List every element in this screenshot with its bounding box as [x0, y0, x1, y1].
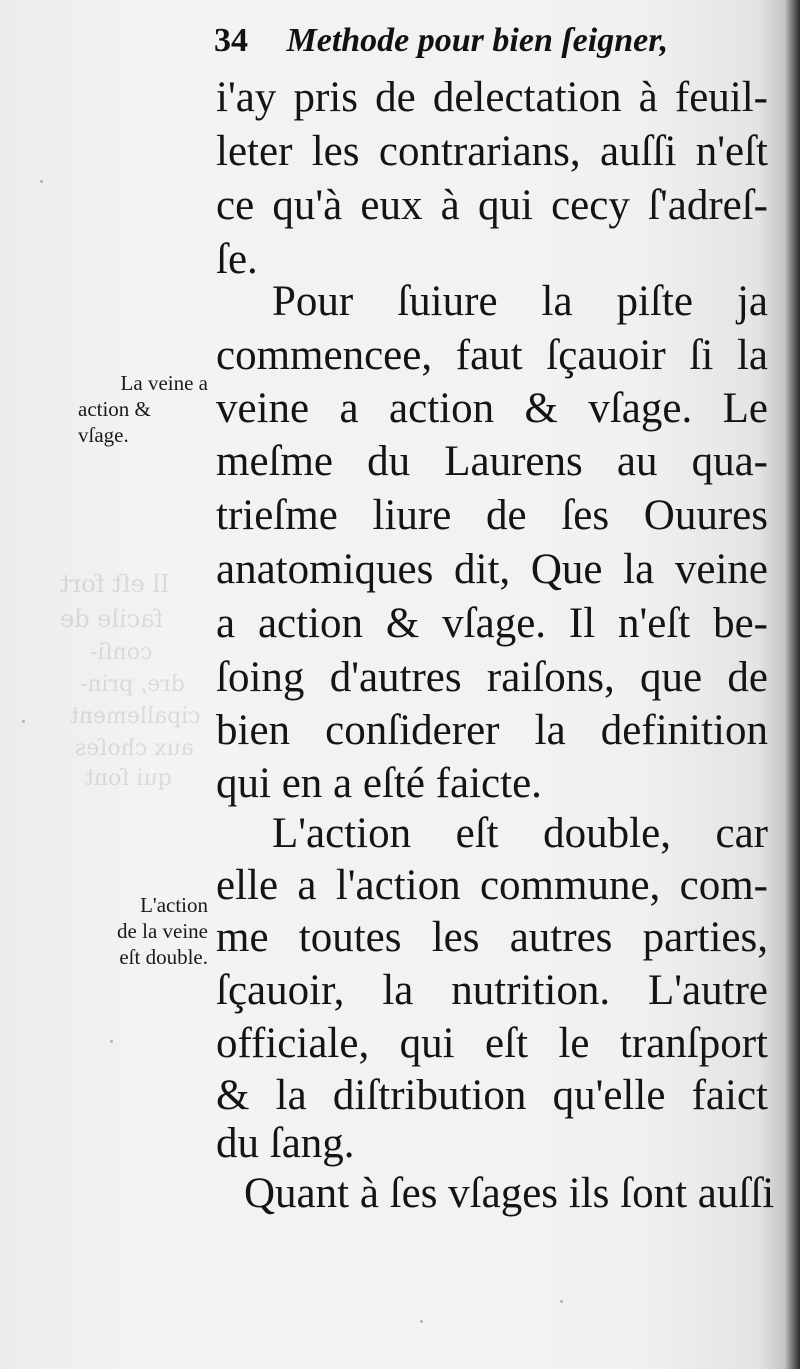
text-line: ſe. [216, 236, 258, 283]
text-line: ſoing d'autres raiſons, que de [216, 654, 768, 701]
bleed-through-line: qui ſont [85, 766, 172, 791]
running-header [214, 22, 668, 60]
bleed-through-line: conſi- [90, 640, 153, 665]
paragraph-start-line: Pour ſuiure la piſte ja [272, 278, 768, 325]
text-line: i'ay pris de delectation à feuil- [216, 74, 768, 121]
bleed-through-line: Il eſt fort [60, 570, 170, 598]
margin-note-line: L'action [140, 893, 208, 917]
text-line: commencee, faut ſçauoir ſi la [216, 332, 768, 379]
text-line: ce qu'à eux à qui cecy ſ'adreſ- [216, 182, 768, 229]
text-line: ſçauoir, la nutrition. L'autre [216, 967, 768, 1014]
page-gutter-shadow [786, 0, 800, 1369]
text-line: bien conſiderer la definition [216, 707, 768, 754]
margin-note-line: eſt double. [119, 945, 208, 969]
bleed-through-line: facile de [60, 605, 164, 633]
text-line: elle a l'action commune, com- [216, 862, 768, 909]
paper-speck [22, 720, 25, 723]
text-line: anatomiques dit, Que la veine [216, 546, 768, 593]
paper-speck [40, 180, 43, 183]
text-line: me toutes les autres parties, [216, 914, 768, 961]
margin-note [70, 370, 208, 448]
margin-note [70, 892, 208, 970]
bleed-through-line: dre, prin- [80, 672, 185, 697]
page-number: 34 [214, 22, 248, 59]
bleed-through-line: cipallement [70, 704, 201, 729]
text-line: meſme du Laurens au qua- [216, 438, 768, 485]
text-line: veine a action & vſage. Le [216, 385, 768, 432]
margin-note-line: vſage. [78, 423, 129, 447]
text-line: qui en a eſté faicte. [216, 760, 542, 807]
text-line: du ſang. [216, 1120, 355, 1167]
paper-speck [560, 1300, 563, 1303]
paragraph-start-line: L'action eſt double, car [272, 810, 768, 857]
paper-speck [420, 1320, 423, 1323]
margin-note-line: La veine a [120, 371, 208, 395]
margin-note-line: action & [78, 397, 151, 421]
text-line: a action & vſage. Il n'eſt be- [216, 600, 768, 647]
text-line: officiale, qui eſt le tranſport [216, 1020, 768, 1067]
running-title: Methode pour bien ſeigner, [286, 22, 669, 59]
text-line: leter les contrarians, auſſi n'eſt [216, 128, 768, 175]
paragraph-start-line: Quant à ſes vſages ils ſont auſſi [244, 1170, 775, 1217]
text-line: trieſme liure de ſes Ouures [216, 492, 768, 539]
margin-note-line: de la veine [117, 919, 208, 943]
bleed-through-line: aux choſes [75, 736, 194, 761]
paper-speck [110, 1040, 113, 1043]
text-line: & la diſtribution qu'elle faict [216, 1072, 768, 1119]
